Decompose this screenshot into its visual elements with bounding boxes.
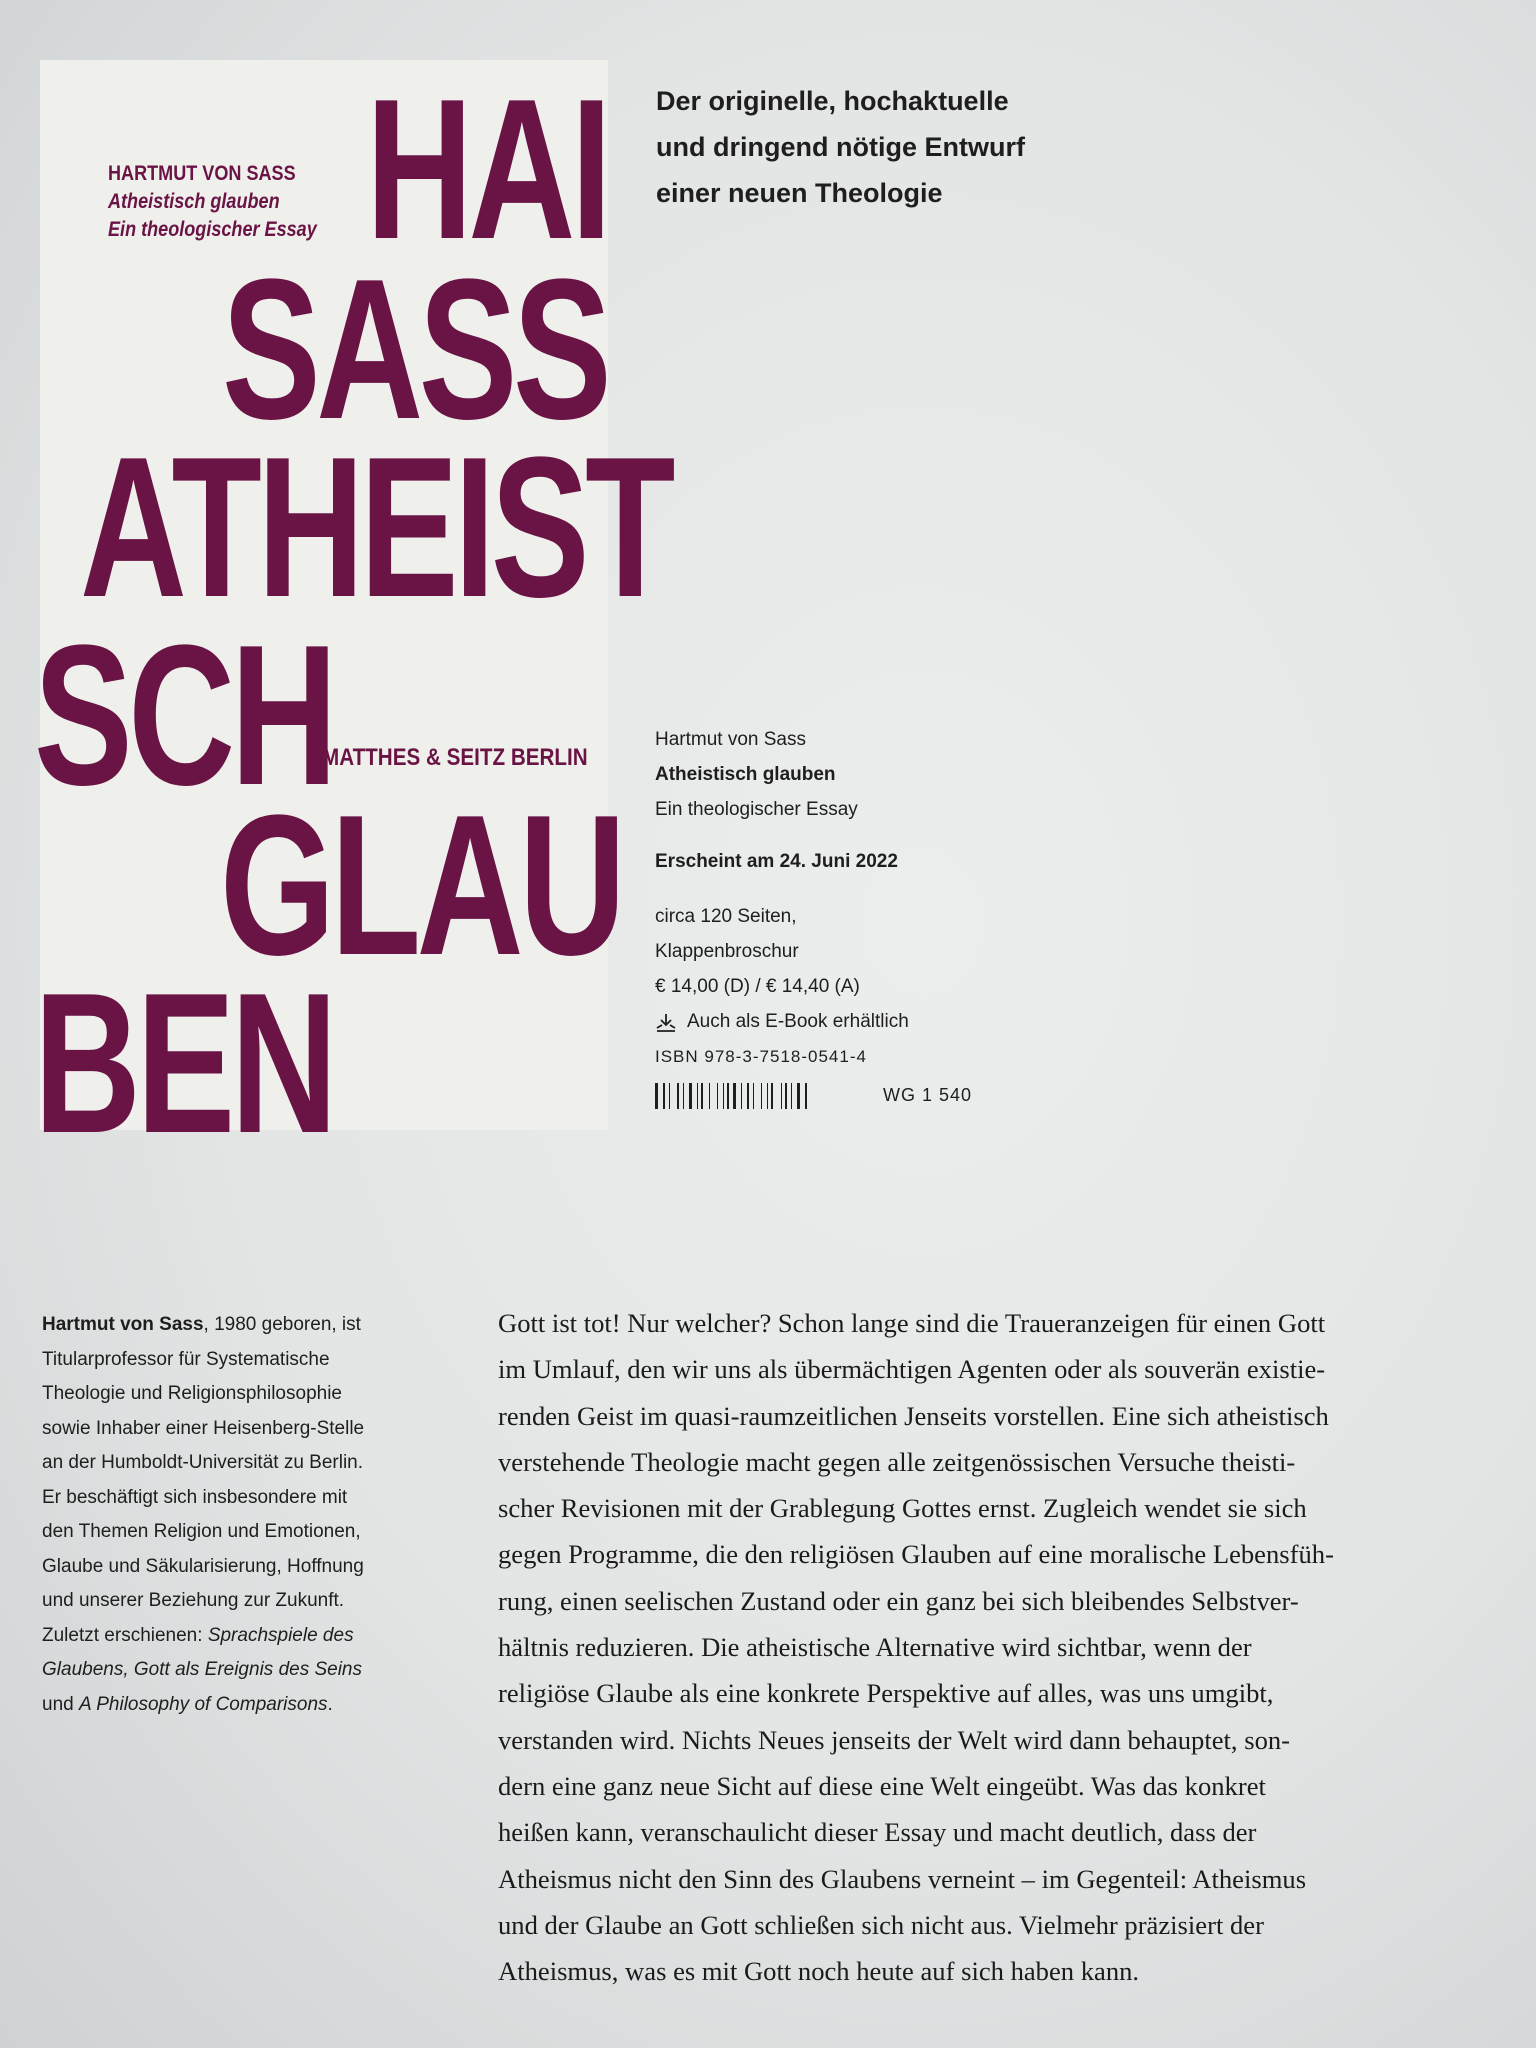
text-line: gegen Programme, die den religiösen Glauben auf eine moralische Lebensfüh-	[498, 1539, 1334, 1570]
tagline	[656, 78, 1176, 216]
text-line: Gott ist tot! Nur welcher? Schon lange sind die Traueranzeigen für einen Gott	[498, 1308, 1326, 1338]
description-text	[498, 1300, 1498, 1994]
info-subtitle: Ein theologischer Essay	[655, 799, 858, 820]
text-line: renden Geist im quasi-raumzeitlichen Jenseits vorstellen. Eine sich atheistisch	[498, 1400, 1329, 1431]
bio-name: Hartmut von Sass	[42, 1314, 204, 1335]
text-line: Atheismus nicht den Sinn des Glaubens verneint – im Gegenteil: Atheismus	[498, 1863, 1307, 1894]
cover-word-6: BEN	[34, 952, 334, 1175]
bio-line: Glaube und Säkularisierung, Hoffnung	[42, 1555, 364, 1577]
bio-recent-title: Glaubens, Gott als Ereignis des Seins	[42, 1659, 363, 1680]
bio-line: sowie Inhaber einer Heisenberg-Stelle	[42, 1417, 365, 1439]
text-line: dern eine ganz neue Sicht auf diese eine Welt eingeübt. Was das konkret	[498, 1770, 1266, 1801]
bio-line: , 1980 geboren, ist	[203, 1314, 361, 1335]
text-line: heißen kann, veranschaulicht dieser Essay und macht deutlich, dass der	[498, 1817, 1257, 1848]
barcode-row	[655, 1078, 1095, 1113]
cover-word-1: HAI	[366, 58, 608, 281]
text-line: verstehende Theologie macht gegen alle zeitgenössischen Versuche theisti-	[498, 1446, 1296, 1477]
book-info	[655, 722, 1095, 1113]
info-ebook	[655, 1004, 1095, 1039]
tagline-line: Der originelle, hochaktuelle	[656, 86, 1009, 116]
cover-word-5: GLAU	[220, 774, 622, 997]
text-line: im Umlauf, den wir uns als übermächtigen Agenten oder als souverän existie-	[498, 1354, 1326, 1385]
bio-recent-title: A Philosophy of Comparisons	[78, 1693, 328, 1715]
cover-word-3: ATHEIST	[80, 416, 672, 639]
cover-word-4: SCH	[34, 604, 334, 827]
info-author: Hartmut von Sass	[655, 729, 806, 750]
info-release: Erscheint am 24. Juni 2022	[655, 851, 898, 872]
book-cover	[34, 58, 672, 1175]
tagline-line: und dringend nötige Entwurf	[656, 132, 1025, 162]
cover-author: HARTMUT VON SASS	[108, 162, 296, 185]
barcode-icon	[655, 1083, 865, 1109]
bio-line: und unserer Beziehung zur Zukunft.	[42, 1590, 345, 1611]
text-line: verstanden wird. Nichts Neues jenseits der Welt wird dann behauptet, son-	[498, 1724, 1291, 1755]
bio-recent-end: .	[327, 1693, 333, 1715]
cover-meta	[108, 160, 317, 244]
bio-line: Theologie und Religionsphilosophie	[42, 1383, 342, 1404]
cover-subtitle: Ein theologischer Essay	[108, 218, 317, 241]
info-binding: Klappenbroschur	[655, 941, 799, 962]
bio-recent-prefix: Zuletzt erschienen:	[42, 1624, 208, 1646]
download-icon	[655, 1011, 677, 1033]
cover-word-2: SASS	[222, 238, 608, 461]
bio-recent-and: und	[42, 1693, 79, 1715]
tagline-line: einer neuen Theologie	[656, 178, 943, 208]
cover-title: Atheistisch glauben	[108, 190, 280, 213]
cover-publisher: MATTHES & SEITZ BERLIN	[322, 744, 588, 771]
author-bio	[42, 1308, 462, 1722]
text-line: und der Glaube an Gott schließen sich nicht aus. Vielmehr präzisiert der	[498, 1909, 1264, 1940]
info-wg: WG 1 540	[883, 1085, 973, 1105]
bio-line: Titularprofessor für Systematische	[42, 1348, 330, 1370]
text-line: rung, einen seelischen Zustand oder ein ganz bei sich bleibendes Selbstver-	[498, 1585, 1299, 1616]
text-line: religiöse Glaube als eine konkrete Perspektive auf alles, was uns umgibt,	[498, 1678, 1274, 1709]
bio-line: an der Humboldt-Universität zu Berlin.	[42, 1452, 364, 1473]
text-line: scher Revisionen mit der Grablegung Gottes ernst. Zugleich wendet sie sich	[498, 1493, 1307, 1524]
info-isbn: ISBN 978-3-7518-0541-4	[655, 1047, 867, 1066]
bio-line: Er beschäftigt sich insbesondere mit	[42, 1486, 348, 1508]
info-price: € 14,00 (D) / € 14,40 (A)	[655, 976, 860, 997]
info-pages: circa 120 Seiten,	[655, 906, 797, 927]
text-line: Atheismus, was es mit Gott noch heute auf sich haben kann.	[498, 1956, 1140, 1987]
bio-recent-title: Sprachspiele des	[207, 1624, 354, 1646]
info-ebook-text: Auch als E-Book erhältlich	[687, 1011, 909, 1032]
bio-line: den Themen Religion und Emotionen,	[42, 1521, 361, 1542]
text-line: hältnis reduzieren. Die atheistische Alternative wird sichtbar, wenn der	[498, 1632, 1252, 1663]
info-title: Atheistisch glauben	[655, 764, 836, 785]
